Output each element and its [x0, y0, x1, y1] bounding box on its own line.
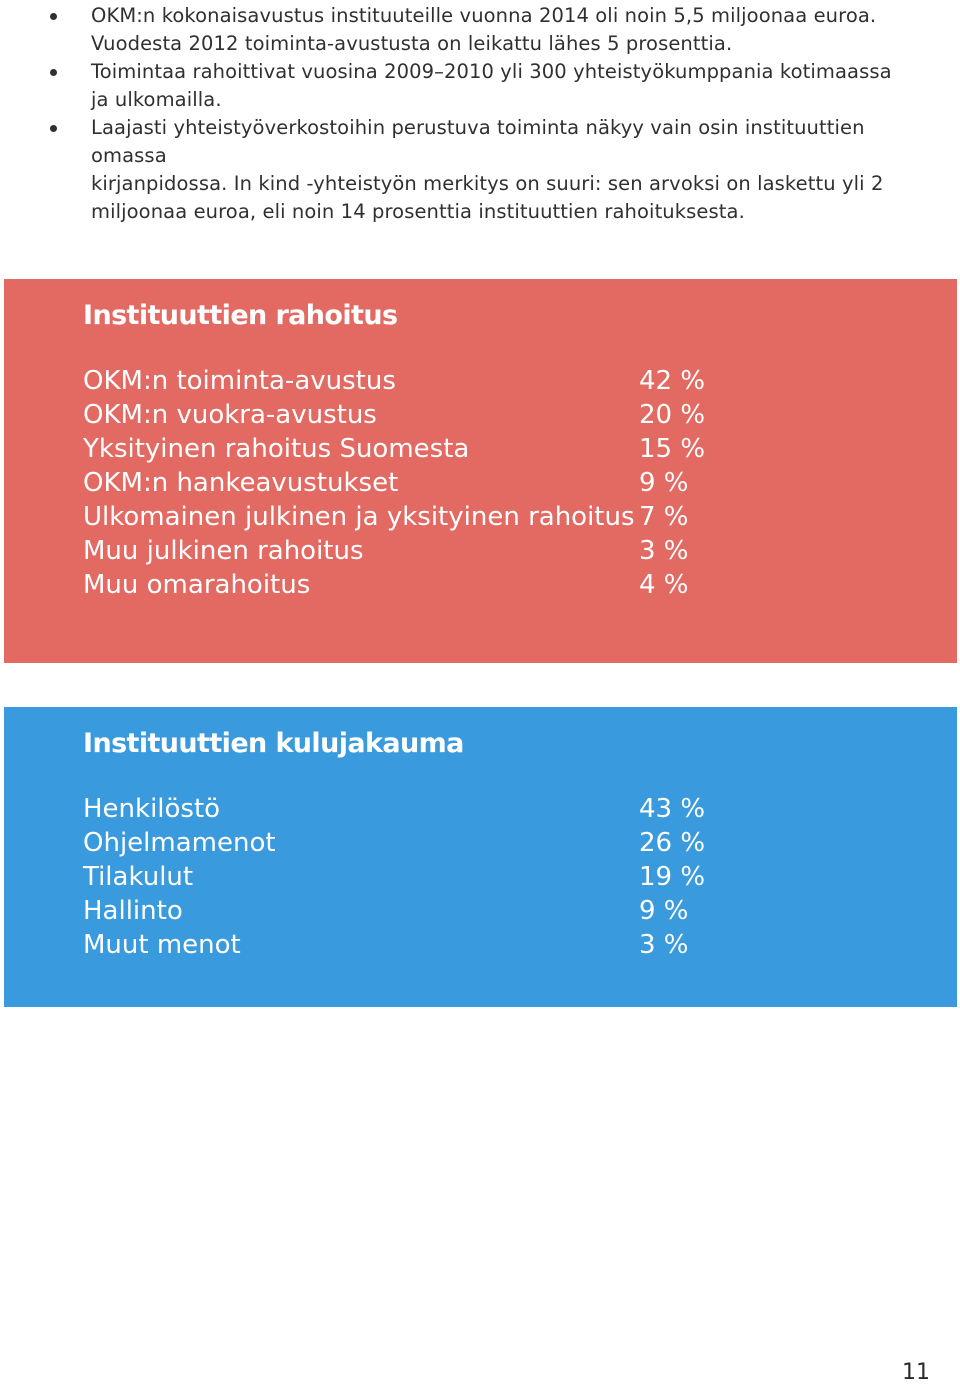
costs-row-label: Ohjelmamenot — [83, 828, 276, 858]
funding-row-value: 15 % — [639, 434, 706, 464]
bullet-line: ja ulkomailla. — [91, 88, 222, 111]
bullet-item — [46, 2, 946, 58]
costs-panel — [4, 707, 957, 1007]
bullet-line: Laajasti yhteistyöverkostoihin perustuva toiminta näkyy vain osin instituuttien omassa — [91, 116, 865, 167]
bullet-dot-icon — [50, 125, 57, 132]
costs-row-value: 3 % — [639, 930, 689, 960]
costs-row-label: Hallinto — [83, 896, 183, 926]
intro-bullet-list — [46, 0, 946, 226]
funding-row-label: OKM:n vuokra-avustus — [83, 400, 377, 430]
bullet-line: miljoonaa euroa, eli noin 14 prosenttia instituuttien rahoituksesta. — [91, 200, 745, 223]
bullet-line: Vuodesta 2012 toiminta-avustusta on leikattu lähes 5 prosenttia. — [91, 32, 733, 55]
bullet-item — [46, 58, 946, 114]
bullet-item — [46, 114, 946, 226]
costs-row-value: 19 % — [639, 862, 706, 892]
funding-row-value: 4 % — [639, 570, 689, 600]
funding-row-label: OKM:n toiminta-avustus — [83, 366, 396, 396]
costs-row-value: 26 % — [639, 828, 706, 858]
bullet-line: kirjanpidossa. In kind -yhteistyön merkitys on suuri: sen arvoksi on laskettu yli 2 — [91, 172, 884, 195]
funding-row-value: 3 % — [639, 536, 689, 566]
funding-row-label: Yksityinen rahoitus Suomesta — [83, 434, 470, 464]
funding-row-value: 42 % — [639, 366, 706, 396]
page-number: 11 — [902, 1360, 930, 1385]
funding-row-label: OKM:n hankeavustukset — [83, 468, 399, 498]
costs-row-label: Henkilöstö — [83, 794, 221, 824]
funding-row-value: 7 % — [639, 502, 689, 532]
funding-row-value: 20 % — [639, 400, 706, 430]
funding-title: Instituuttien rahoitus — [83, 300, 398, 331]
bullet-line: Toimintaa rahoittivat vuosina 2009–2010 yli 300 yhteistyökumppania kotimaassa — [91, 60, 892, 83]
funding-row-label: Ulkomainen julkinen ja yksityinen rahoitus — [83, 502, 635, 532]
costs-row-label: Muut menot — [83, 930, 241, 960]
costs-row-value: 9 % — [639, 896, 689, 926]
funding-row-label: Muu omarahoitus — [83, 570, 311, 600]
costs-row-value: 43 % — [639, 794, 706, 824]
bullet-line: OKM:n kokonaisavustus instituuteille vuonna 2014 oli noin 5,5 miljoonaa euroa. — [91, 4, 877, 27]
costs-row-label: Tilakulut — [83, 862, 194, 892]
funding-row-value: 9 % — [639, 468, 689, 498]
costs-title: Instituuttien kulujakauma — [83, 728, 464, 759]
funding-panel — [4, 279, 957, 663]
bullet-dot-icon — [50, 13, 57, 20]
bullet-dot-icon — [50, 69, 57, 76]
funding-row-label: Muu julkinen rahoitus — [83, 536, 364, 566]
